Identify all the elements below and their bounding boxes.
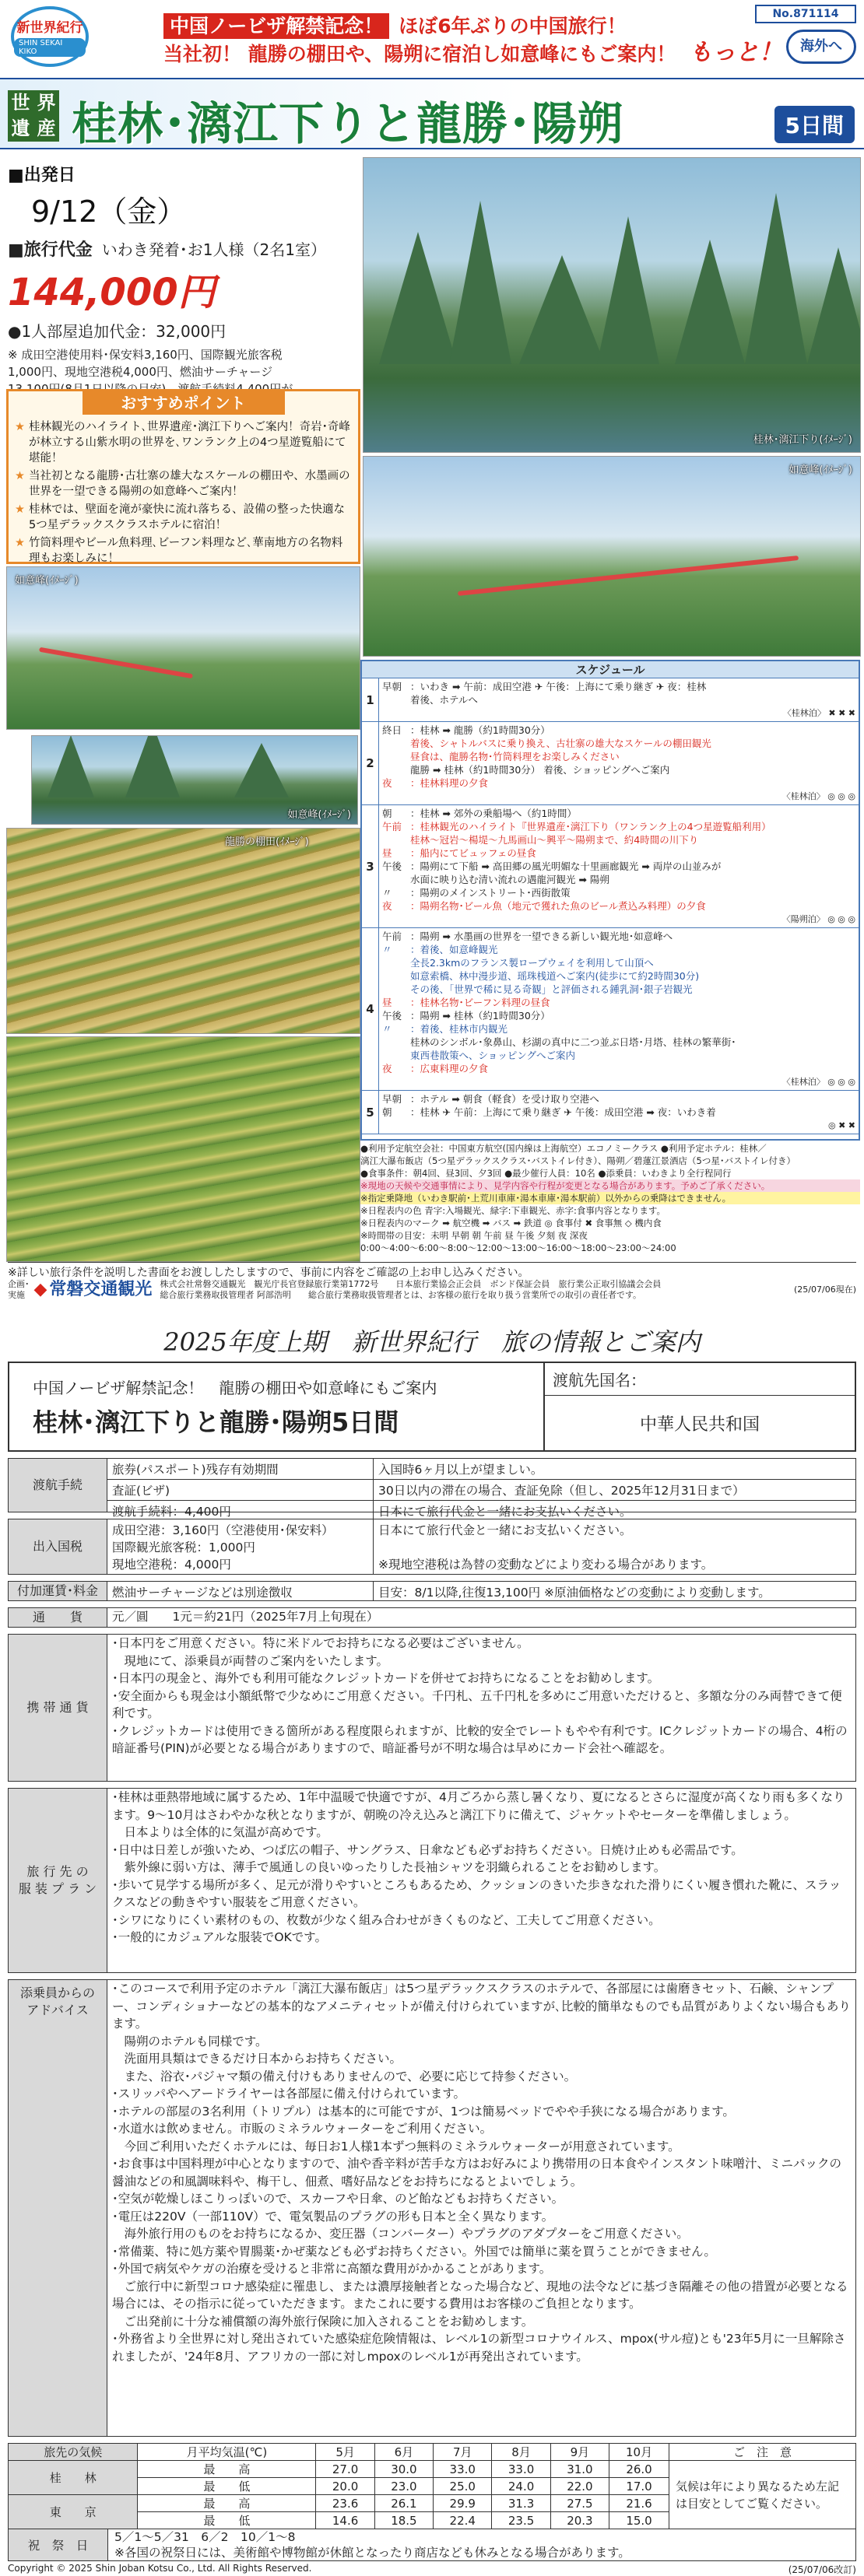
- info-tour-title: 桂林･漓江下りと龍勝･陽朔5日間: [33, 1407, 399, 1437]
- temp-cell: 23.0: [374, 2478, 433, 2495]
- schedule-text: 水面に映り込む清い流れの遇龍河観光 ➡ 陽朔: [410, 874, 609, 885]
- schedule-text: 龍勝 ➡ 桂林（約1時間30分） 着後、ショッピングへご案内: [410, 764, 670, 776]
- fuka-row: [107, 1582, 855, 1600]
- destination-value: 中華人民共和国: [639, 1414, 760, 1435]
- schedule-row: [382, 1049, 855, 1062]
- shukkoku-items: [107, 1519, 374, 1574]
- schedule-row: [382, 724, 855, 737]
- schedule-time: 早朝: [382, 1093, 402, 1105]
- schedule-text: 着後、シャトルバスに乗り換え、古壮寨の雄大なスケールの棚田観光: [410, 738, 711, 749]
- schedule-text: ：陽朔のメインストリート･西街散策: [410, 887, 571, 899]
- schedule-notes: [360, 1142, 860, 1254]
- price-condition: いわき発着･お1人様（2名1室）: [101, 240, 326, 259]
- schedule-row: [382, 1092, 855, 1106]
- schedule-row: [382, 763, 855, 776]
- recommend-item: ★ 当社初となる龍勝･古壮寨の雄大なスケールの棚田や、水墨画の世界を一望できる陽朔の如意峰へご案内！: [15, 468, 352, 499]
- promo-line-1: [163, 11, 693, 39]
- company-logo: ◆ 常磐交通観光: [34, 1284, 153, 1295]
- holiday-label: 祝 祭 日: [9, 2529, 108, 2560]
- month-header: 6月: [374, 2444, 433, 2461]
- schedule-row: [382, 1036, 855, 1049]
- row-item: 渡航手続料：4,400円: [107, 1501, 374, 1521]
- month-header: 5月: [316, 2444, 374, 2461]
- shukkoku-values: [374, 1519, 855, 1574]
- days-badge: 5日間: [774, 106, 855, 143]
- company-footer: [8, 1276, 856, 1304]
- max-label: 最 高: [138, 2495, 316, 2512]
- row-value: 目安：8/1以降,往復13,100円 ※原油価格などの変動により変動します。: [378, 1586, 771, 1600]
- schedule-row: [382, 1022, 855, 1036]
- holiday-table: [8, 2529, 856, 2561]
- fukuso-line: ･シワになりにくい素材のもの、枚数が少なく組み合わせがきくものなど、工夫してご用意ください。: [112, 1912, 661, 1927]
- shukkoku-row: [107, 1519, 855, 1574]
- schedule-row: [382, 693, 855, 706]
- recommend-item: ★ 桂林観光のハイライト､世界遺産･漓江下りへご案内！奇岩･奇峰が林立する山紫水明の世界を､ワンランク上の4つ星遊覧船にて堪能！: [15, 419, 352, 466]
- terrace-photo-2: [6, 1036, 360, 1262]
- header: [0, 0, 864, 75]
- advice-line: ご旅行中に新型コロナ感染症に罹患し、または濃厚接触者となった場合など、現地の法令などに基づき隔離その他の措置が必要となる場合には、その指示に従っていただきます。またこれに要する費用はお客様のご負担となります。: [112, 2279, 848, 2311]
- schedule-text: ：いわき ➡ 午前：成田空港 ✈ 午後：上海にて乗り継ぎ ✈ 夜：桂林: [410, 681, 707, 692]
- schedule-row: [382, 1106, 855, 1119]
- photo-caption: 如意峰(ｲﾒｰｼﾞ): [15, 575, 79, 587]
- temp-cell: 24.0: [492, 2478, 550, 2495]
- destination-label: 渡航先国名：: [545, 1363, 855, 1396]
- schedule-time: [382, 873, 410, 886]
- row-value: 入国時6ヶ月以上が望ましい。: [378, 1463, 543, 1477]
- tour-price: 144,000円: [8, 271, 216, 314]
- schedule-time: [382, 737, 410, 750]
- schedule-row: [382, 860, 855, 873]
- schedule-time: 終日: [382, 724, 402, 736]
- temp-cell: 33.0: [492, 2461, 550, 2478]
- day-meals: 〈桂林泊〉 ◎ ◎ ◎: [781, 1077, 855, 1087]
- sched-note: ●利用予定航空会社：中国東方航空(国内線は上海航空）エコノミークラス ●利用予定ホテル：桂林／: [360, 1143, 767, 1154]
- temp-cell: 20.3: [550, 2512, 609, 2529]
- keitai-line: 現地にて、添乗員が両替のご案内をいたします。: [112, 1653, 388, 1668]
- schedule-time: 早朝: [382, 681, 402, 692]
- terrace-photo-1: [6, 828, 360, 1034]
- sched-note: ●食事条件：朝4回、昼3回、夕3回 ●最少催行人員：10名 ●添乗員：いわきより全行程同行: [360, 1168, 732, 1179]
- schedule-text: ：船内にてビュッフェの昼食: [410, 847, 536, 859]
- schedule-time: 〃: [382, 944, 392, 955]
- row-item: 旅券(パスポート)残存有効期間: [107, 1459, 374, 1479]
- day-body: [379, 1091, 859, 1134]
- schedule-time: 〃: [382, 1023, 392, 1035]
- schedule-row: [382, 737, 855, 750]
- schedule-row: [382, 930, 855, 943]
- month-header: 7月: [434, 2444, 492, 2461]
- row-item: 査証(ビザ): [107, 1480, 374, 1500]
- schedule-text: 着後、ホテルへ: [410, 694, 478, 706]
- temp-cell: 31.0: [550, 2461, 609, 2478]
- day-meals: 〈陽朔泊〉 ◎ ◎ ◎: [781, 914, 855, 924]
- temp-cell: 20.0: [316, 2478, 374, 2495]
- advice-body: [107, 1979, 856, 2437]
- schedule-time: 夜: [382, 900, 392, 912]
- copyright: [8, 2563, 856, 2576]
- day-body: [379, 928, 859, 1090]
- schedule-time: [382, 969, 410, 983]
- price-note-line: ※ 成田空港使用料･保安料3,160円、国際観光旅客税: [8, 348, 283, 362]
- fukuso-line: 日本よりは全体的に気温が高めです。: [112, 1825, 328, 1839]
- day-meals: 〈桂林泊〉 ✖ ✖ ✖: [782, 708, 855, 718]
- temp-cell: 15.0: [609, 2512, 669, 2529]
- sched-note-highlight: ※指定乗降地（いわき駅前･上荒川車庫･湯本車庫･湯本駅前）以外からの乗降はできません。: [360, 1192, 860, 1204]
- schedule-day: [362, 928, 859, 1091]
- keitai-body: [107, 1634, 856, 1782]
- destination-box: [545, 1362, 856, 1452]
- schedule-time: [382, 956, 410, 969]
- row-item: 現地空港税：4,000円: [112, 1558, 231, 1572]
- schedule-time: 〃: [382, 887, 392, 899]
- advice-line: ･お食事は中国料理が中心となりますので、油や香辛料が苦手な方はお好みにより携帯用の日本食やインスタント味噌汁、ミニパックの醤油などの和風調味料や、梅干し、佃煮、嗜好品などをお持ちになるとよいでしょう。: [112, 2157, 841, 2189]
- advice-line: 陽朔のホテルも同様です。: [112, 2034, 268, 2049]
- schedule-text: 桂林〜冠岩〜楊堤〜九馬画山〜興平〜陽朔まで、約4時間の川下り: [410, 834, 699, 846]
- row-item: 成田空港：3,160円（空港使用･保安料）: [112, 1523, 334, 1537]
- heritage-char: 遺: [11, 117, 30, 139]
- temp-cell: 22.4: [434, 2512, 492, 2529]
- advice-table: [8, 1979, 856, 2437]
- advice-line: ･ホテルの部屋の3名利用（トリプル）は基本的に可能ですが、1つは簡易ベッドでやや手狭になる場合があります。: [112, 2104, 735, 2119]
- tetsuzuki-label: 渡航手続: [8, 1458, 107, 1512]
- company-line: 株式会社常磐交通観光 観光庁長官登録旅行業第1772号 日本旅行業協会正会員 ボンド保証会員 旅行業公正取引協議会会員: [160, 1279, 662, 1289]
- advice-line: また、浴衣･パジャマ類の備え付けもありませんので、必要に応じて持参ください。: [112, 2069, 577, 2084]
- schedule-row: [382, 820, 855, 833]
- schedule-row: [382, 899, 855, 913]
- recommend-points: [6, 389, 360, 564]
- price-note-line: 1,000円、現地空港税4,000円、燃油サーチャージ: [8, 365, 273, 379]
- promo-line-2: 当社初！ 龍勝の棚田や、陽朔に宿泊し如意峰にもご案内！: [163, 43, 676, 65]
- temp-cell: 23.5: [492, 2512, 550, 2529]
- schedule-time: 午後: [382, 860, 402, 872]
- brand-romaji: SHIN SEKAI KIKO: [14, 38, 86, 57]
- conditions-note: ※詳しい旅行条件を説明した書面をお渡ししたしますので、事前に内容をご確認の上お申し込みください。: [8, 1262, 856, 1280]
- company-date: (25/07/06現在): [794, 1284, 856, 1295]
- revision-date: (25/07/06改訂): [788, 2564, 856, 2575]
- day-meals: 〈桂林泊〉 ◎ ◎ ◎: [781, 791, 855, 801]
- keitai-label: 携 帯 通 貨: [8, 1634, 107, 1782]
- tsuka-label: 通 貨: [8, 1607, 107, 1628]
- row-value: [378, 1538, 851, 1555]
- day-number: 4: [362, 928, 379, 1090]
- tour-title: 桂林･漓江下りと龍勝･陽朔: [72, 97, 624, 150]
- day-body: [379, 805, 859, 927]
- schedule-text: ：陽朔にて下船 ➡ 高田郷の風光明媚な十里画廊観光 ➡ 両岸の山並みが: [410, 860, 722, 872]
- fuka-label: 付加運賃･料金: [8, 1581, 107, 1601]
- temp-cell: 26.1: [374, 2495, 433, 2512]
- advice-line: 今回ご利用いただくホテルには、毎日お1人様1本ずつ無料のミネラルウォーターが用意されています。: [112, 2139, 680, 2154]
- advice-line: ･常備薬、特に処方薬や胃腸薬･かぜ薬なども必ずお持ちください。外国では簡単に薬を買うことができません。: [112, 2244, 716, 2259]
- price-label: [8, 237, 358, 261]
- schedule-text: ：桂林 ✈ 午前：上海にて乗り継ぎ ✈ 午後：成田空港 ➡ 夜：いわき着: [410, 1106, 716, 1118]
- fuka-body: [107, 1581, 856, 1601]
- advice-line: 洗面用具類はできるだけ日本からお持ちください。: [112, 2052, 402, 2066]
- month-header: 10月: [609, 2444, 669, 2461]
- advice-line: ･スリッパやヘアードライヤーは各部屋に備え付けられています。: [112, 2087, 465, 2101]
- shukkoku-body: [107, 1519, 856, 1575]
- schedule-time: 夜: [382, 1063, 392, 1074]
- schedule-row: [382, 750, 855, 763]
- fukuso-line: 紫外線に弱い方は、薄手で風通しの良いゆったりした長袖シャツを羽織られることをお勧めします。: [112, 1860, 666, 1874]
- fukuso-line: ･一般的にカジュアルな服装でOKです。: [112, 1930, 327, 1944]
- schedule-time: 昼: [382, 997, 392, 1008]
- price-label-text: ■旅行代金: [8, 240, 93, 260]
- schedule-text: ：広東料理の夕食: [410, 1063, 489, 1074]
- photo-caption: 桂林･漓江下り(ｲﾒｰｼﾞ): [753, 434, 852, 446]
- schedule-body: [362, 678, 859, 1134]
- copyright-text: Copyright © 2025 Shin Joban Kotsu Co., Ltd. All Rights Reserved.: [8, 2563, 312, 2574]
- schedule-row: [382, 873, 855, 886]
- schedule-time: [382, 983, 410, 996]
- schedule-time: 午後: [382, 1010, 402, 1022]
- schedule-day: [362, 1091, 859, 1134]
- advice-line: ご出発前に十分な補償額の海外旅行保険に加入されることをお勧めします。: [112, 2314, 534, 2329]
- row-value: 日本にて旅行代金と一緒にお支払いください。: [378, 1523, 632, 1537]
- temp-cell: 29.9: [434, 2495, 492, 2512]
- schedule-text: ：ホテル ➡ 朝食（軽食）を受け取り空港へ: [410, 1093, 599, 1105]
- schedule-time: [382, 1036, 410, 1049]
- temp-cell: 27.0: [316, 2461, 374, 2478]
- advice-line: ･空気が乾燥しほこりっぽいので、スカーフや日傘、のど飴などもお持ちください。: [112, 2192, 564, 2206]
- schedule-day: [362, 722, 859, 805]
- promo-box: 中国ノービザ解禁記念！: [163, 13, 389, 39]
- schedule-time: 夜: [382, 777, 392, 789]
- holiday-note: ※各国の祝祭日には、美術館や博物館が休館となったり商店なども休みとなる場合があります。: [114, 2546, 630, 2560]
- month-header: 8月: [492, 2444, 550, 2461]
- plan-number: No.871114: [755, 5, 856, 23]
- holiday-dates: 5／1〜5／31 6／2 10／1〜8: [114, 2530, 296, 2544]
- schedule-text: ：桂林名物･ビーフン料理の昼食: [410, 997, 550, 1008]
- schedule-text: 全長2.3kmのフランス製ロープウェイを利用して山頂へ: [410, 957, 654, 969]
- row-value: 30日以内の滞在の場合、査証免除（但し、2025年12月31日まで）: [378, 1484, 745, 1498]
- schedule-time: 午前: [382, 931, 402, 942]
- li-river-photo: [363, 157, 861, 453]
- advice-line: ･外務省より全世界に対し発出されていた感染症危険情報は、レベル1の新型コロナウイルス、mpox(サル痘)とも'23年5月に一旦解除されましたが、'24年8月、アフリカの一部に対しmpoxのレベル1が再発出されています。: [112, 2332, 846, 2364]
- schedule-row: [382, 807, 855, 820]
- ruyi-peak-photo-left: [6, 566, 360, 730]
- schedule-text: その後、「世界で稀に見る奇観」と評価される鍾乳洞･銀子岩観光: [410, 983, 693, 995]
- temp-cell: 26.0: [609, 2461, 669, 2478]
- sched-note: ※日程表内のマーク ➡ 航空機 ➡ バス ➡ 鉄道 ◎ 食事付 ✖ 食事無 ◇ 機内食: [360, 1218, 662, 1228]
- schedule-time: [382, 750, 410, 763]
- schedule-text: ：桂林 ➡ 龍勝（約1時間30分）: [410, 724, 550, 736]
- holiday-body: [108, 2529, 855, 2560]
- advice-line: 海外旅行用のものをお持ちになるか、変圧器（コンバーター）やプラグのアダプターをご用意ください。: [112, 2227, 689, 2241]
- schedule-text: ：桂林料理の夕食: [410, 777, 489, 789]
- schedule-row: [382, 983, 855, 996]
- row-item: 燃油サーチャージなどは別途徴収: [107, 1582, 374, 1600]
- schedule-text: ：着後、桂林市内観光: [410, 1023, 508, 1035]
- ruyi-peak-photo-small: [31, 735, 358, 825]
- sched-note: 漓江大瀑布飯店（5つ星デラックスクラス･バストイレ付き）、陽朔／碧蓮江景酒店（5つ星･バストイレ付き）: [360, 1155, 796, 1166]
- day-number: 1: [362, 678, 379, 721]
- schedule-row: [382, 680, 855, 693]
- brand-name: 新世界紀行: [16, 20, 83, 36]
- schedule-text: ：陽朔 ➡ 水墨画の世界を一望できる新しい観光地･如意峰へ: [410, 931, 673, 942]
- info-heading: 2025年度上期 新世界紀行 旅の情報とご案内: [163, 1327, 701, 1357]
- weather-table: [8, 2443, 856, 2529]
- day-body: [379, 678, 859, 721]
- min-label: 最 低: [138, 2512, 316, 2529]
- day-body: [379, 722, 859, 804]
- keitai-line: ･日本円の現金と、海外でも利用可能なクレジットカードを併せてお持ちになることをお勧めします。: [112, 1671, 660, 1685]
- schedule-time: 午前: [382, 821, 402, 832]
- sched-note: 0:00〜4:00〜6:00〜8:00〜12:00〜13:00〜16:00〜18:00〜23:00〜24:00: [360, 1242, 676, 1253]
- temp-cell: 31.3: [492, 2495, 550, 2512]
- schedule-row: [382, 943, 855, 956]
- max-label: 最 高: [138, 2461, 316, 2478]
- shukkoku-label: 出入国税: [8, 1519, 107, 1575]
- city-name: 東 京: [9, 2495, 138, 2529]
- photo-caption: 如意峰(ｲﾒｰｼﾞ): [788, 464, 852, 476]
- schedule-text: 如意索橋、林中漫步道、瑶珠桟道へご案内(徒歩にて約2時間30分): [410, 970, 700, 982]
- schedule-day: [362, 805, 859, 928]
- schedule-text: 昼食は、龍勝名物･竹筒料理をお楽しみください: [410, 751, 620, 762]
- schedule-row: [382, 886, 855, 899]
- heritage-char: 世: [11, 92, 30, 114]
- tetsuzuki-table: [8, 1458, 856, 1519]
- shukkoku-table: [8, 1519, 856, 1575]
- advice-line: ･このコースで利用予定のホテル「漓江大瀑布飯店」は5つ星デラックスクラスのホテルで、各部屋には歯磨きセット、石鹸、シャンプー、コンディショナーなどの基本的なアメニティセットが備え付けられていますが､比較的簡単なものでも品質がありよくない場合もあります。: [112, 1982, 851, 2031]
- departure-date: 9/12（金）: [31, 195, 187, 229]
- schedule-time: [382, 1049, 410, 1062]
- schedule-day: [362, 678, 859, 722]
- schedule-text: ：桂林観光のハイライト『世界遺産･漓江下り（ワンランク上の4つ星遊覧船利用）: [410, 821, 771, 832]
- schedule-time: 朝: [382, 808, 392, 819]
- day-number: 5: [362, 1091, 379, 1134]
- tsuka-body: [107, 1607, 856, 1628]
- temp-cell: 25.0: [434, 2478, 492, 2495]
- heritage-char: 産: [37, 117, 56, 139]
- schedule-row: [382, 969, 855, 983]
- world-heritage-badge: [8, 90, 59, 142]
- schedule-row: [382, 833, 855, 846]
- day-meals: ◎ ✖ ✖: [827, 1120, 855, 1130]
- schedule-row: [382, 776, 855, 790]
- schedule-time: 昼: [382, 847, 392, 859]
- company-info: [160, 1279, 661, 1301]
- advice-line: ･水道水は飲めません。市販のミネラルウォーターをご利用ください。: [112, 2122, 493, 2136]
- brand-logo: [11, 6, 89, 67]
- day-number: 3: [362, 805, 379, 927]
- schedule-row: [382, 996, 855, 1009]
- weather-col-header: 月平均気温(℃): [138, 2444, 316, 2461]
- schedule: [360, 660, 860, 1141]
- temp-cell: 27.5: [550, 2495, 609, 2512]
- tetsuzuki-row: [107, 1459, 855, 1480]
- recommend-item: ★ 竹筒料理やビール魚料理､ビーフン料理など､華南地方の名物料理もお楽しみに！: [15, 535, 352, 566]
- advice-label: 添乗員からの アドバイス: [8, 1979, 107, 2437]
- company-left-label: 企画･ 実施: [8, 1279, 30, 1300]
- sched-note: ※時間帯の目安：未明 早朝 朝 午前 昼 午後 夕刻 夜 深夜: [360, 1230, 588, 1241]
- schedule-row: [382, 1062, 855, 1075]
- weather-label: 旅先の気候: [9, 2444, 138, 2461]
- tetsuzuki-row: [107, 1480, 855, 1501]
- schedule-heading: スケジュール: [362, 661, 859, 678]
- temp-cell: 18.5: [374, 2512, 433, 2529]
- keitai-line: ･クレジットカードは使用できる箇所がある程度限られますが、比較的安全でレートもやや有利です。ICクレジットカードの場合、4桁の暗証番号(PIN)が必要となる場合がありますので、暗証番号が不明な場合は早めにカード会社へ確認を。: [112, 1723, 848, 1755]
- temp-cell: 21.6: [609, 2495, 669, 2512]
- recommend-title: おすすめポイント: [83, 389, 285, 415]
- schedule-text: 東西巷散策へ、ショッピングへご案内: [410, 1050, 576, 1061]
- departure-label: ■出発日: [8, 166, 76, 185]
- temp-cell: 17.0: [609, 2478, 669, 2495]
- temp-cell: 22.0: [550, 2478, 609, 2495]
- promo-line-1-rest: ほぼ6年ぶりの中国旅行！: [399, 15, 627, 37]
- schedule-time: [382, 763, 410, 776]
- schedule-row: [382, 956, 855, 969]
- heritage-char: 界: [37, 92, 56, 114]
- temp-cell: 30.0: [374, 2461, 433, 2478]
- info-top: [8, 1362, 856, 1452]
- min-label: 最 低: [138, 2478, 316, 2495]
- caution-text: 気候は年により異なるため左記は目安としてご覧ください。: [669, 2461, 856, 2529]
- schedule-text: ：陽朔 ➡ 桂林（約1時間30分）: [410, 1010, 550, 1022]
- schedule-time: [382, 693, 410, 706]
- schedule-row: [382, 1009, 855, 1022]
- schedule-row: [382, 846, 855, 860]
- temp-cell: 23.6: [316, 2495, 374, 2512]
- fukuso-table: [8, 1788, 856, 1973]
- row-value: 日本にて旅行代金と一緒にお支払いください。: [378, 1505, 632, 1519]
- schedule-text: ：陽朔名物･ビール魚（地元で獲れた魚のビール煮込み料理）の夕食: [410, 900, 706, 912]
- schedule-time: 朝: [382, 1106, 392, 1118]
- sched-note: ※日程表内の色 青字:入場観光、緑字:下車観光、赤字:食事内容となります。: [360, 1205, 666, 1216]
- advice-line: ･外国で病気やケガの治療を受けると非常に高額な費用がかかることがあります。: [112, 2262, 552, 2276]
- advice-line: ･電圧は220V（一部110V）で、電気製品のプラグの形も日本と全く異なります。: [112, 2209, 554, 2224]
- tsuka-text: 元／圓 1元＝約21円（2025年7月上旬現在）: [112, 1610, 379, 1624]
- keitai-table: [8, 1634, 856, 1782]
- tetsuzuki-body: [107, 1458, 856, 1519]
- ruyi-peak-photo-right: [363, 456, 861, 657]
- kaigai-badge: 海外へ: [786, 30, 856, 64]
- row-item: 国際観光旅客税：1,000円: [112, 1540, 255, 1554]
- sched-note-warning: ※現地の天候や交通事情により、見学内容や行程が変更となる場合があります。予めご了承ください。: [360, 1179, 860, 1192]
- month-header: 9月: [550, 2444, 609, 2461]
- temp-cell: 33.0: [434, 2461, 492, 2478]
- photo-caption: 龍勝の棚田(ｲﾒｰｼﾞ): [225, 836, 309, 848]
- schedule-text: ：桂林 ➡ 郊外の乗船場へ（約1時間）: [410, 808, 577, 819]
- fukuso-line: ･歩いて見学する場所が多く、足元が滑りやすいところもあるため、クッションのきいた歩きなれた滑りにくい履き慣れた靴に、スラックスなどの動きやすい服装をご用意ください。: [112, 1877, 841, 1909]
- single-supplement: ●1人部屋追加代金：32,000円: [8, 322, 227, 341]
- schedule-text: ：着後、如意峰観光: [410, 944, 498, 955]
- motto-logo: もっと！: [689, 39, 782, 66]
- caution-label: ご 注 意: [669, 2444, 856, 2461]
- day-number: 2: [362, 722, 379, 804]
- fuka-table: [8, 1581, 856, 1601]
- keitai-line: ･日本円をご用意ください。特に米ドルでお持ちになる必要はございません。: [112, 1636, 529, 1650]
- fukuso-line: ･桂林は亜熱帯地域に属するため、1年中温暖で快適ですが、4月ごろから蒸し暑くなり、夏になるとさらに湿度が高くなり雨も多くなります。9〜10月はさわやかな秋となりますが、朝晩の冷え込みと漓江下りに備えて、ジャケットやセーターを準備しましょう。: [112, 1790, 845, 1822]
- schedule-time: [382, 833, 410, 846]
- temp-cell: 14.6: [316, 2512, 374, 2529]
- company-line: 総合旅行業務取扱管理者 阿部浩明 総合旅行業務取扱管理者とは、お客様の旅行を取り扱う営業所での取引の責任者です。: [160, 1290, 642, 1300]
- info-title-box: [8, 1362, 545, 1452]
- fukuso-line: ･日中は日差しが強いため、つば広の帽子、サングラス、日傘なども必ずお持ちください。日焼け止めも必需品です。: [112, 1842, 743, 1857]
- fukuso-body: [107, 1788, 856, 1973]
- recommend-item: ★ 桂林では、壁面を滝が豪快に流れ落ちる、設備の整った快適な5つ星デラックスクラスホテルに宿泊！: [15, 502, 352, 533]
- info-subtitle: 中国ノービザ解禁記念！ 龍勝の棚田や如意峰にもご案内: [33, 1378, 437, 1397]
- fukuso-label: 旅 行 先 の 服 装 プ ラ ン: [8, 1788, 107, 1973]
- tsuka-table: [8, 1607, 856, 1628]
- keitai-line: ･安全面からも現金は小額紙幣で少なめにご用意ください。千円札、五千円札を多めにご用意いただけると、多額な分のみ両替できて便利です。: [112, 1688, 842, 1720]
- photo-caption: 如意峰(ｲﾒｰｼﾞ): [287, 809, 351, 821]
- row-value: ※現地空港税は為替の変動などにより変わる場合があります。: [378, 1558, 714, 1572]
- title-band: [0, 78, 864, 149]
- tour-details: [8, 162, 358, 415]
- schedule-text: 桂林のシンボル･象鼻山、杉湖の真中に二つ並ぶ日塔･月塔、桂林の繁華街･: [410, 1036, 736, 1048]
- city-name: 桂 林: [9, 2461, 138, 2495]
